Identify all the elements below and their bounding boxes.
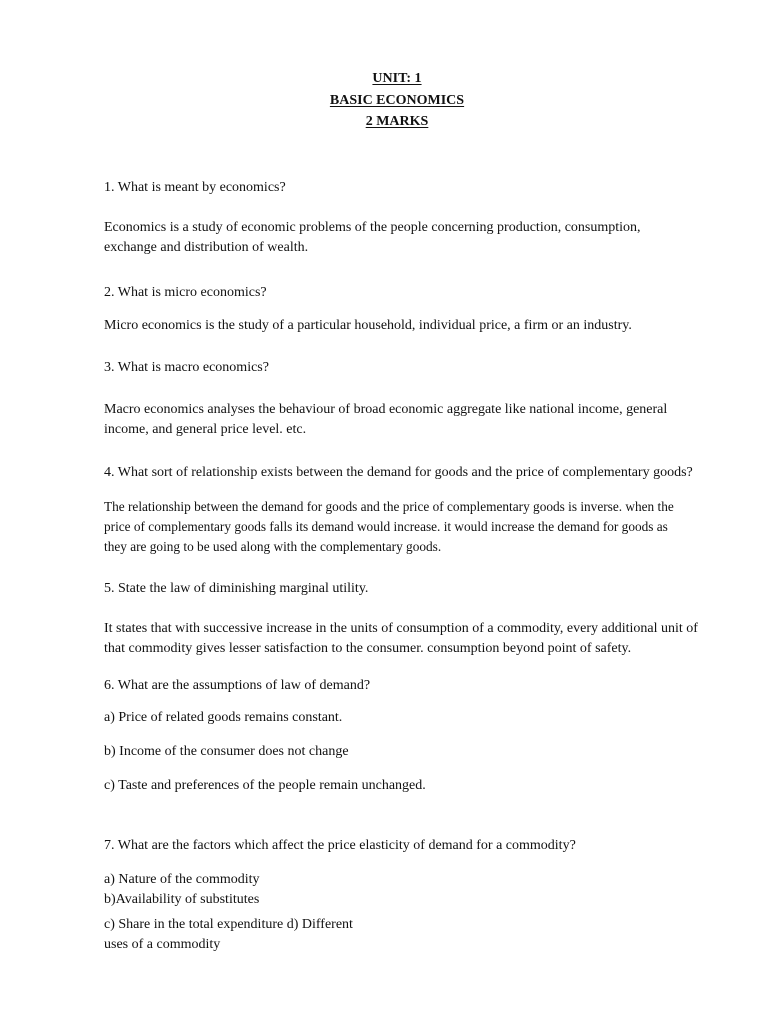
answer-5-line: It states that with successive increase in the units of consumption of a commodity, every additional unit of	[104, 621, 698, 636]
question-7: 7. What are the factors which affect the price elasticity of demand for a commodity?	[104, 838, 576, 853]
question-2: 2. What is micro economics?	[104, 285, 267, 300]
marks-heading: 2 MARKS	[365, 114, 429, 129]
answer-5	[104, 619, 698, 659]
question-3: 3. What is macro economics?	[104, 360, 269, 375]
unit-heading: UNIT: 1	[372, 71, 422, 86]
answer-3-line: Macro economics analyses the behaviour of broad economic aggregate like national income, general	[104, 402, 668, 417]
answer-4-line: price of complementary goods falls its demand would increase. it would increase the demand for goods as	[104, 519, 668, 534]
subject-heading: BASIC ECONOMICS	[329, 93, 465, 108]
answer-4-line: they are going to be used along with the complementary goods.	[104, 539, 442, 554]
question-6: 6. What are the assumptions of law of demand?	[104, 678, 371, 693]
question-5: 5. State the law of diminishing marginal utility.	[104, 581, 369, 596]
answer-7-line: uses of a commodity	[104, 937, 221, 952]
answer-6-item: a) Price of related goods remains constant.	[104, 710, 343, 725]
answer-7-line: c) Share in the total expenditure d) Different	[104, 917, 353, 932]
answer-2-line: Micro economics is the study of a particular household, individual price, a firm or an industry.	[104, 318, 632, 333]
answer-3-line: income, and general price level. etc.	[104, 422, 307, 437]
answer-4	[104, 497, 674, 557]
answer-7-cont	[104, 915, 353, 955]
answer-3	[104, 400, 667, 440]
answer-2	[104, 316, 632, 336]
answer-5-line: that commodity gives lesser satisfaction to the consumer. consumption beyond point of safety.	[104, 641, 632, 656]
question-4: 4. What sort of relationship exists between the demand for goods and the price of complementary goods?	[104, 465, 693, 480]
answer-7-line: a) Nature of the commodity	[104, 872, 260, 887]
answer-1	[104, 218, 641, 258]
answer-7-line: b)Availability of substitutes	[104, 892, 260, 907]
answer-7	[104, 870, 260, 910]
answer-6-item: b) Income of the consumer does not change	[104, 744, 349, 759]
answer-4-line: The relationship between the demand for goods and the price of complementary goods is inverse. when the	[104, 499, 674, 514]
answer-6-item: c) Taste and preferences of the people remain unchanged.	[104, 778, 426, 793]
answer-1-line: exchange and distribution of wealth.	[104, 240, 309, 255]
answer-1-line: Economics is a study of economic problems of the people concerning production, consumption,	[104, 220, 641, 235]
question-1: 1. What is meant by economics?	[104, 180, 286, 195]
